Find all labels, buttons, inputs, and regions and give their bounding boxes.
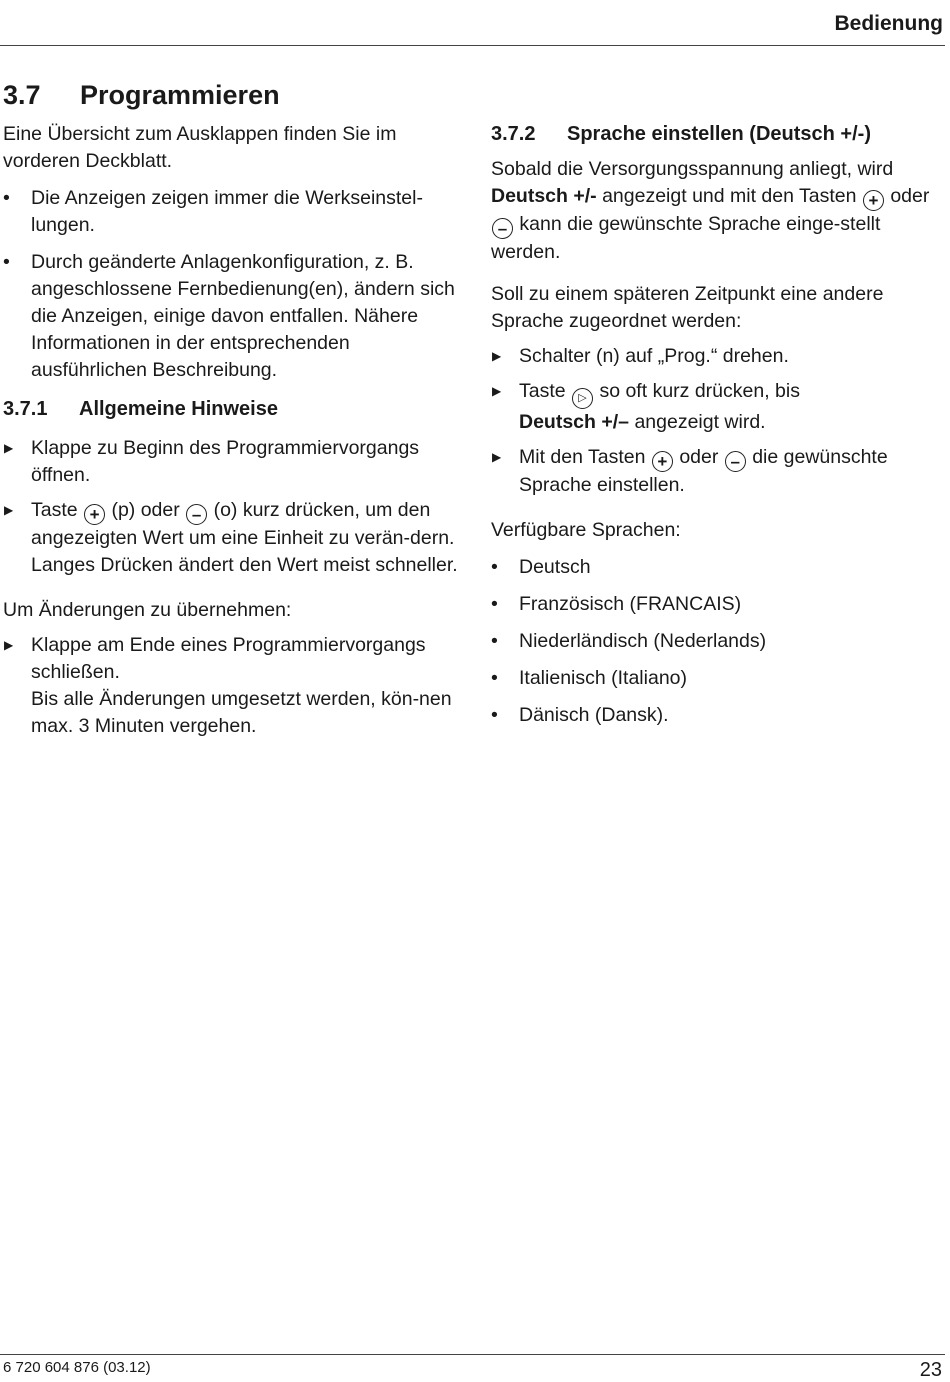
step-text: so oft kurz drücken, bis (599, 380, 800, 402)
list-item-text: Deutsch (519, 556, 591, 578)
section-number: 3.7 (3, 80, 41, 110)
bullet-icon: • (491, 556, 498, 578)
arrow-icon: ▶ (492, 450, 502, 464)
info-bullet-list (3, 185, 465, 384)
list-item-text: Die Anzeigen zeigen immer die Werkseinstel-lungen. (31, 187, 423, 236)
step-text: (p) oder (111, 499, 180, 521)
list-item-text: Italienisch (Italiano) (519, 667, 687, 689)
bullet-icon: • (491, 704, 498, 726)
step-note: Bis alle Änderungen umgesetzt werden, kön-nen max. 3 Minuten vergehen. (31, 688, 452, 737)
step-text: angezeigt wird. (634, 411, 766, 433)
list-item-text: Dänisch (Dansk). (519, 704, 669, 726)
list-item-text: Französisch (FRANCAIS) (519, 593, 742, 615)
subsection-title: Allgemeine Hinweise (79, 398, 278, 420)
bullet-icon: • (491, 630, 498, 652)
minus-key-icon: – (186, 504, 207, 525)
step-text: Taste (31, 499, 78, 521)
list-item (3, 185, 465, 239)
right-column (491, 121, 941, 729)
left-column (3, 121, 465, 740)
play-key-icon: ▷ (572, 388, 593, 409)
bullet-icon: • (491, 593, 498, 615)
step-text: Klappe zu Beginn des Programmiervorgangs öffnen. (31, 437, 420, 486)
arrow-icon: ▶ (4, 441, 14, 455)
step-item (491, 444, 941, 499)
subsection-heading (491, 121, 941, 148)
later-change-paragraph: Soll zu einem späteren Zeitpunkt eine andere Sprache zugeordnet werden: (491, 283, 884, 332)
language-list (491, 554, 941, 729)
step-item (491, 343, 941, 370)
step-text: (o) kurz drücken, um den angezeigten Wert um eine Einheit zu verän-dern. (31, 499, 455, 549)
plus-key-icon: + (652, 451, 673, 472)
arrow-icon: ▶ (492, 349, 502, 363)
step-text: oder (679, 446, 719, 468)
subsection-number: 3.7.2 (491, 123, 536, 145)
step-note: Langes Drücken ändert den Wert meist schneller. (31, 554, 458, 576)
step-text: Klappe am Ende eines Programmiervorgangs schließen. (31, 634, 426, 683)
language-paragraph (491, 156, 941, 266)
display-text: Deutsch +/- (491, 185, 597, 207)
list-item (491, 628, 941, 655)
step-list (3, 632, 465, 740)
section-heading (3, 80, 280, 111)
step-item (3, 497, 465, 579)
arrow-icon: ▶ (4, 503, 14, 517)
bullet-icon: • (3, 187, 10, 209)
step-item (491, 378, 941, 436)
section-title: Programmieren (80, 80, 280, 110)
step-item (3, 435, 465, 489)
text: kann die gewünschte Sprache einge-stellt werden. (491, 213, 881, 263)
plus-key-icon: + (84, 504, 105, 525)
apply-intro: Um Änderungen zu übernehmen: (3, 599, 292, 621)
list-item (3, 249, 465, 384)
subsection-heading (3, 396, 465, 423)
plus-key-icon: + (863, 190, 884, 211)
running-header-title: Bedienung (834, 12, 943, 35)
list-item-text: Durch geänderte Anlagenkonfiguration, z. B. angeschlossene Fernbedienung(en), ändern sich die Anzeigen, einige davon entfallen. Nähere Informationen in der entsprechenden ausführlichen Beschreibung. (31, 251, 455, 381)
page-number: 23 (919, 1359, 942, 1381)
step-item (3, 632, 465, 740)
subsection-title: Sprache einstellen (Deutsch +/-) (567, 123, 871, 145)
intro-paragraph: Eine Übersicht zum Ausklappen finden Sie im vorderen Deckblatt. (3, 123, 397, 172)
list-item (491, 554, 941, 581)
step-text: Taste (519, 380, 566, 402)
document-number: 6 720 604 876 (03.12) (3, 1359, 151, 1376)
page-footer (0, 1354, 945, 1381)
minus-key-icon: – (725, 451, 746, 472)
arrow-icon: ▶ (492, 384, 502, 398)
text: Sobald die Versorgungsspannung anliegt, wird (491, 158, 894, 180)
step-text: die gewünschte Sprache einstellen. (519, 446, 888, 496)
step-text: Mit den Tasten (519, 446, 646, 468)
page-header (0, 0, 945, 46)
bullet-icon: • (491, 667, 498, 689)
step-list (3, 435, 465, 579)
step-text: Schalter (n) auf „Prog.“ drehen. (519, 345, 789, 367)
display-text: Deutsch +/– (519, 411, 630, 433)
subsection-number: 3.7.1 (3, 398, 48, 420)
arrow-icon: ▶ (4, 638, 14, 652)
list-item (491, 665, 941, 692)
step-list (491, 343, 941, 499)
text: angezeigt und mit den Tasten (602, 185, 857, 207)
text: oder (890, 185, 930, 207)
list-item (491, 702, 941, 729)
list-item-text: Niederländisch (Nederlands) (519, 630, 767, 652)
languages-intro: Verfügbare Sprachen: (491, 519, 681, 541)
bullet-icon: • (3, 251, 10, 273)
list-item (491, 591, 941, 618)
minus-key-icon: – (492, 218, 513, 239)
